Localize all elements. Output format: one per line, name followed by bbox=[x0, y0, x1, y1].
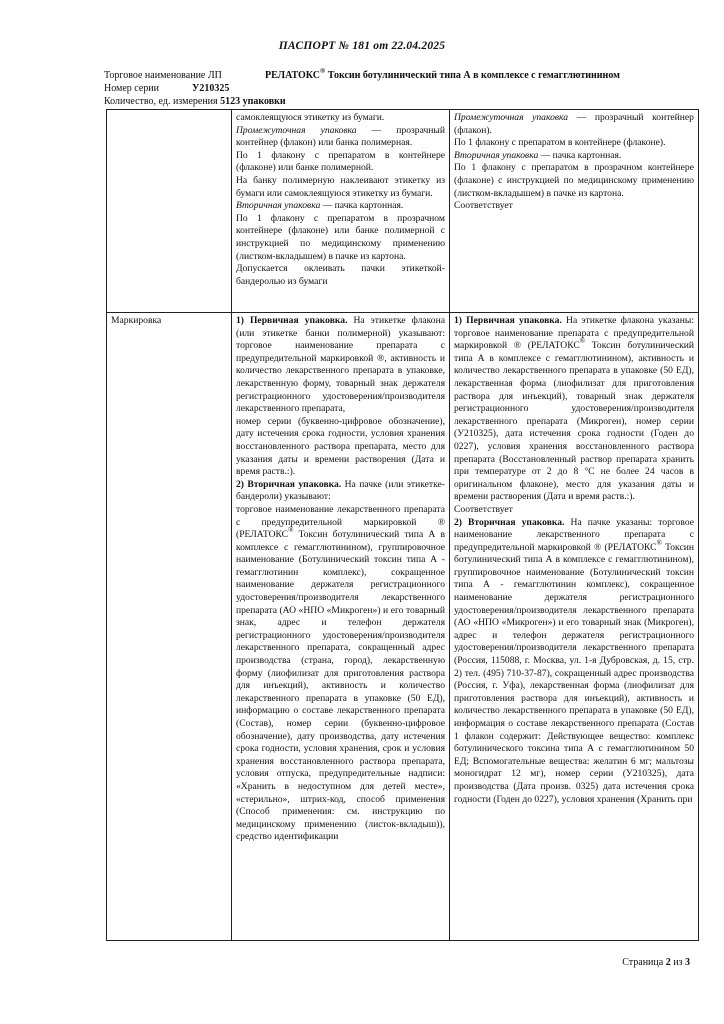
quantity-label: Количество, ед. измерения bbox=[104, 96, 221, 107]
row2-result-cell: 1) Первичная упаковка. На этикетке флакона указаны: торговое наименование препарата с предупредительной маркировкой ® (РЕЛАТОКС® Токсин ботулинический типа А в комплексе с гемагглютинином), активность и количество лекарственного препарата в упаковке (50 ЕД), лекарственная форма (лиофилизат для приготовления раствора для инъекций), товарный знак держателя регистрационного удостоверения/производителя лекарственного препарата (Микроген), номер серии (У210325), дата истечения срока годности (Годен до 0227), условия хранения восстановленного раствора препарата (Восстановленный раствор препарата хранить при температуре от 2 до 8 °С не более 24 часов в оригинальном флаконе), место для указания даты и времени растворения (Дата и время раств.:). Соответствует 2) Вторичная упаковка. На пачке указаны: торговое наименование лекарственного препарата с предупредительной маркировкой ® (РЕЛАТОКС® Токсин ботулинический типа А в комплексе с гемагглютинином), группировочное наименование (Ботулинический токсин типа А - гемагглютинин комплекс), сокращенное наименование держателя регистрационного удостоверения/производителя лекарственного препарата (АО «НПО «Микроген») и его товарный знак (Микроген), адрес и телефон держателя регистрационного удостоверения/производителя лекарственного препарата (Россия, 115088, г. Москва, ул. 1-я Дубровская, д. 15, стр. 2) тел. (495) 710-37-87), сокращенный адрес производства (Россия, г. Уфа), лекарственная форма (лиофилизат для приготовления раствора для инъекций), активность и количество лекарственного препарата в упаковке (50 ЕД), информация о составе лекарственного препарата (Состав 1 флакон содержит: Действующее вещество: комплекс ботулинического токсина типа А с гемагглютинином 50 ЕД; Вспомогательные вещества: желатин 6 мг; мальтозы моногидрат 12 мг), номер серии (У210325), дата производства (Дата произв. 0325) дата истечения срока годности (Годен до 0227), условия хранения (Хранить при bbox=[450, 313, 699, 941]
trade-name-row bbox=[104, 67, 620, 82]
batch-label: Номер серии bbox=[104, 83, 159, 94]
page-counter: Страница 2 из 3 bbox=[622, 957, 690, 968]
row1-parameter-cell bbox=[107, 110, 232, 313]
batch-row bbox=[104, 83, 230, 95]
row1-result-cell: Промежуточная упаковка — прозрачный контейнер (флакон). По 1 флакону с препаратом в контейнере (флаконе). Вторичная упаковка — пачка картонная. По 1 флакону с препаратом в прозрачном контейнере (флаконе) с инструкцией по медицинскому применению (листком-вкладышем) в пачке из картона. Соответствует bbox=[450, 110, 699, 313]
quantity-row bbox=[104, 96, 286, 108]
passport-table bbox=[106, 109, 699, 941]
table-row bbox=[107, 313, 699, 941]
row2-parameter-cell: Маркировка bbox=[107, 313, 232, 941]
batch-value: У210325 bbox=[192, 83, 230, 94]
table-row bbox=[107, 110, 699, 313]
trade-name-label: Торговое наименование ЛП bbox=[104, 70, 222, 81]
row1-requirement-cell: самоклеящуюся этикетку из бумаги. Промежуточная упаковка — прозрачный контейнер (флакон) или банка полимерная. По 1 флакону с препаратом в контейнере (флаконе) или банке полимерной. На банку полимерную наклеивают этикетку из бумаги или самоклеящуюся этикетку из бумаги. Вторичная упаковка — пачка картонная. По 1 флакону с препаратом в прозрачном контейнере (флаконе) или банке полимерной с инструкцией по медицинскому применению (листком-вкладышем) в пачке из картона. Допускается оклеивать пачки этикеткой-бандеролью из бумаги bbox=[232, 110, 450, 313]
row2-requirement-cell: 1) Первичная упаковка. На этикетке флакона (или этикетке банки полимерной) указывают: торговое наименование препарата с предупредительной маркировкой ®, активность и количество лекарственного препарата в упаковке, лекарственную форму, товарный знак держателя регистрационного удостоверения/производителя лекарственного препарата, номер серии (буквенно-цифровое обозначение), дату истечения срока годности, условия хранения восстановленного раствора препарата, место для указания даты и времени растворения (Дата и время раств.:). 2) Вторичная упаковка. На пачке (или этикетке-бандероли) указывают: торговое наименование лекарственного препарата с предупредительной маркировкой ® (РЕЛАТОКС® Токсин ботулинический типа А в комплексе с гемагглютинином), группировочное наименование (Ботулинический токсин типа А - гемагглютинин комплекс), сокращенное наименование держателя регистрационного удостоверения/производителя лекарственного препарата (АО «НПО «Микроген») и его товарный знак, адрес и телефон держателя регистрационного удостоверения/производителя лекарственного препарата, сокращенный адрес производства (страна, город), лекарственную форму (лиофилизат для приготовления раствора для инъекций), активность и количество лекарственного препарата в упаковке (50 ЕД), информацию о составе лекарственного препарата (Состав), номер серии (буквенно-цифровое обозначение), дату производства, дату истечения срока годности, условия хранения, срок и условия хранения восстановленного раствора препарата, условия отпуска, предупредительные надписи: «Хранить в недоступном для детей месте», «стерильно», штрих-код, способ применения (Способ применения: см. инструкцию по медицинскому применению (листок-вкладыш)), средство идентификации bbox=[232, 313, 450, 941]
quantity-value: 5123 упаковки bbox=[220, 96, 286, 107]
document-title: ПАСПОРТ № 181 от 22.04.2025 bbox=[278, 40, 446, 52]
trade-name-value: РЕЛАТОКС® Токсин ботулинический типа А в комплексе с гемагглютинином bbox=[265, 67, 620, 81]
